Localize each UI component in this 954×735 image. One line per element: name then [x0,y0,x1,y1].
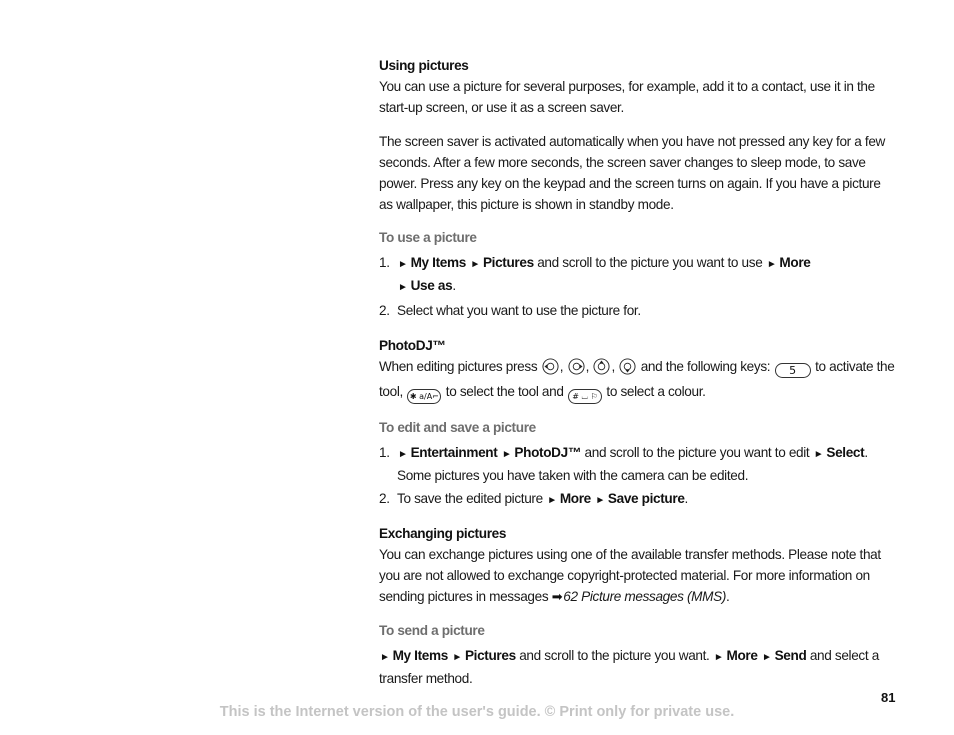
photodj-text-2: and the following keys: [637,359,774,374]
menu-entertainment: Entertainment [410,445,498,460]
key-5-icon: 5 [775,363,811,378]
menu-use-as: Use as [410,278,453,293]
arrow-icon: ► [501,449,512,460]
footer-notice: This is the Internet version of the user's guide. © Print only for private use. [219,704,735,720]
steps-to-use-a-picture [379,252,895,321]
send-text-1: and scroll to the picture you want. [515,648,713,663]
key-star-icon: ✱ a/A⌐ [407,389,441,404]
arrow-icon: ► [595,495,605,506]
menu-more: More [726,648,758,663]
step-1 [379,252,895,298]
arrow-icon: ► [380,652,390,663]
arrow-icon: ► [766,259,777,270]
step-1 [379,442,895,486]
menu-photodj: PhotoDJ™ [514,445,582,460]
send-text-2: and select a transfer method. [379,648,879,686]
send-instructions [379,645,895,689]
photodj-text-1: When editing pictures press [379,359,541,374]
step-number: 2. [379,303,390,318]
arrow-icon: ► [470,259,480,270]
arrow-icon: ► [813,449,824,460]
photodj-text-5: to select a colour. [602,384,706,399]
heading-exchanging-pictures: Exchanging pictures [379,526,507,541]
step-2 [379,300,895,321]
steps-to-edit-and-save [379,442,895,511]
subheading-to-edit-and-save: To edit and save a picture [379,420,536,435]
menu-my-items: My Items [410,255,466,270]
menu-more: More [559,491,591,506]
menu-pictures: Pictures [482,255,534,270]
nav-right-icon [568,358,585,381]
nav-left-icon [542,358,559,381]
arrow-icon: ► [762,652,772,663]
exchanging-end: . [726,589,730,604]
step-end: . [684,491,688,506]
arrow-icon: ► [398,449,408,460]
menu-my-items: My Items [392,648,448,663]
menu-save-picture: Save picture [607,491,685,506]
arrow-icon: ► [398,259,408,270]
subheading-to-use-a-picture: To use a picture [379,230,477,245]
step-end: . [452,278,456,293]
menu-send: Send [774,648,807,663]
step-number: 1. [379,255,390,270]
page-reference-link[interactable]: 62 Picture messages (MMS) [563,589,726,604]
nav-down-icon [619,358,636,381]
exchanging-para [379,544,895,607]
step-2 [379,488,895,511]
step-text: and scroll to the picture you want to use [533,255,766,270]
pointer-arrow-icon: ➡ [551,589,563,604]
photodj-text-4: to select the tool and [442,384,567,399]
step-number: 2. [379,491,390,506]
menu-select: Select [826,445,865,460]
step-text: and scroll to the picture you want to edit [581,445,813,460]
menu-pictures: Pictures [464,648,516,663]
key-hash-icon: # ⌴ ⚐ [568,389,602,404]
heading-using-pictures: Using pictures [379,58,469,73]
page-number: 81 [881,690,896,705]
step-number: 1. [379,445,390,460]
step-text: Select what you want to use the picture for. [397,303,641,318]
exchanging-text: You can exchange pictures using one of the available transfer methods. Please note that you are not allowed to exchange copyright-protected material. For more information on sending pictures in messages [379,547,881,604]
using-pictures-para2: The screen saver is activated automatically when you have not pressed any key for a few seconds. After a few more seconds, the screen saver changes to sleep mode, to save power. Press any key on the keypad and the screen turns on again. If you have a picture as wallpaper, this picture is shown in standby mode. [379,134,886,212]
step-text: To save the edited picture [397,491,547,506]
step-text-2: . Some pictures you have taken with the camera can be edited. [397,445,868,483]
nav-up-icon [593,358,610,381]
subheading-to-send-a-picture: To send a picture [379,623,485,638]
photodj-text-3: to activate the tool, [379,359,895,399]
heading-photodj: PhotoDJ™ [379,338,446,353]
arrow-icon: ► [547,495,557,506]
arrow-icon: ► [713,652,724,663]
menu-more: More [779,255,811,270]
using-pictures-para1: You can use a picture for several purposes, for example, add it to a contact, use it in the start-up screen, or use it as a screen saver. [379,79,875,115]
content-column [379,55,895,689]
photodj-para: When editing pictures press , , , and the following keys: 5 to activate the tool, ✱ a/A⌐ to select the tool and # ⌴ ⚐ to select a colour. [379,356,895,404]
arrow-icon: ► [452,652,462,663]
arrow-icon: ► [398,282,408,293]
